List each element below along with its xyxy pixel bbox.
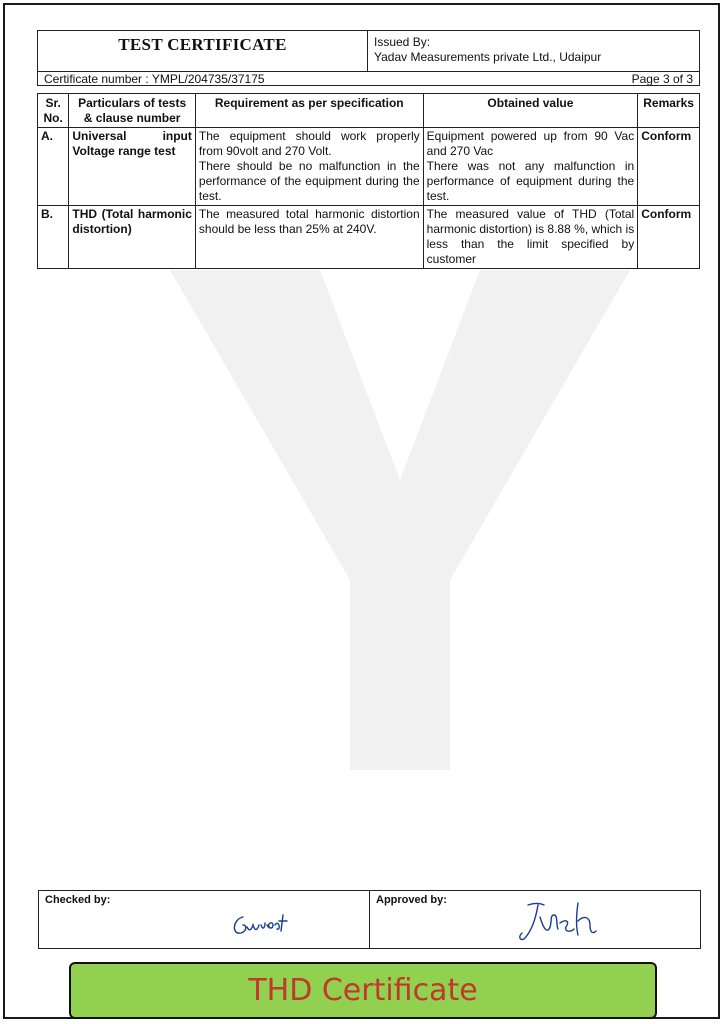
row-sr: B.: [38, 206, 69, 269]
obtained-line: Equipment powered up from 90 Vac and 270 Vac: [426, 129, 635, 158]
checked-by-label: Checked by:: [45, 894, 111, 906]
row-particulars: Universal input Voltage range test: [69, 128, 196, 206]
certificate-header: [37, 30, 700, 86]
table-row: [38, 128, 700, 206]
caption-banner: THD Certificate: [69, 962, 657, 1019]
test-results-table: [37, 93, 700, 269]
row-particulars: THD (Total harmonic distortion): [69, 206, 196, 269]
approved-by-signature: [510, 897, 630, 947]
certificate-title: TEST CERTIFICATE: [38, 31, 368, 71]
issuer-name: Yadav Measurements private Ltd., Udaipur: [374, 50, 602, 64]
row-requirement: [195, 128, 423, 206]
approved-by-cell: [370, 891, 700, 948]
row-obtained: [423, 206, 638, 269]
certificate-info-row: [38, 71, 699, 86]
approved-by-label: Approved by:: [376, 894, 447, 906]
row-remarks: Conform: [638, 128, 700, 206]
watermark-logo: [150, 250, 650, 770]
table-row: [38, 206, 700, 269]
checked-by-signature: [229, 905, 299, 941]
signature-footer: [38, 890, 701, 949]
row-requirement: [195, 206, 423, 269]
requirement-line: There should be no malfunction in the performance of the equipment during the test.: [198, 159, 420, 203]
checked-by-cell: [39, 891, 370, 948]
header-sr-no: Sr. No.: [38, 94, 69, 128]
obtained-line: There was not any malfunction in performance of equipment during the test.: [426, 159, 635, 203]
requirement-line: The equipment should work properly from 90volt and 270 Volt.: [198, 129, 420, 158]
issued-by-block: [368, 31, 699, 71]
row-remarks: Conform: [638, 206, 700, 269]
header-obtained-value: Obtained value: [423, 94, 638, 128]
header-particulars: Particulars of tests & clause number: [69, 94, 196, 128]
header-requirement: Requirement as per specification: [195, 94, 423, 128]
header-remarks: Remarks: [638, 94, 700, 128]
row-sr: A.: [38, 128, 69, 206]
issued-by-label: Issued By:: [374, 35, 431, 49]
obtained-line: The measured value of THD (Total harmonic distortion) is 8.88 %, which is less than the limit specified by customer: [426, 207, 635, 266]
page-number: Page 3 of 3: [631, 72, 693, 86]
row-obtained: [423, 128, 638, 206]
requirement-line: The measured total harmonic distortion should be less than 25% at 240V.: [198, 207, 420, 236]
table-header-row: [38, 94, 700, 128]
certificate-number: Certificate number : YMPL/204735/37175: [44, 72, 265, 86]
